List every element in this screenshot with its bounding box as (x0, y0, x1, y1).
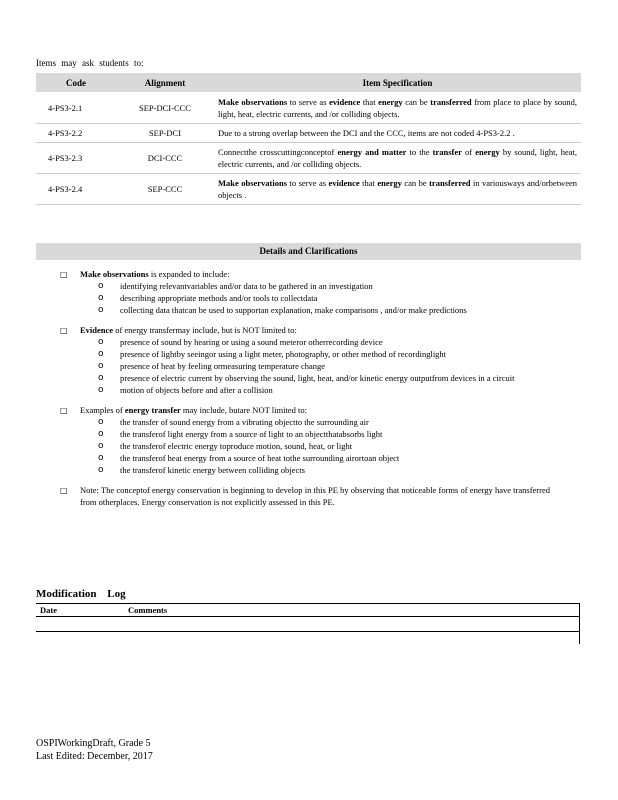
bold-term: Evidence (80, 325, 114, 335)
bold-term: transferred (430, 97, 472, 107)
text-run: the transfer of sound energy from a vibrating objectto the surrounding air (120, 417, 369, 427)
bold-term: Make observations (218, 178, 288, 188)
text-run: can be (401, 178, 430, 188)
text-run: that (360, 97, 379, 107)
modification-log-table (36, 603, 580, 646)
text-run: to the (406, 147, 433, 157)
text-run: to serve as (287, 178, 329, 188)
detail-item (60, 404, 550, 476)
bold-term: transferred (429, 178, 471, 188)
circle-bullet-icon: o (98, 417, 104, 427)
detail-sub-item (98, 440, 550, 452)
table-row (36, 174, 581, 205)
bold-term: energy and matter (337, 147, 407, 157)
circle-bullet-icon: o (98, 441, 104, 451)
table-row (36, 124, 581, 143)
bold-term: energy transfer (124, 405, 181, 415)
text-run: to serve as (287, 97, 330, 107)
text-run: of energy transfermay include, but is NOT limited to: (113, 325, 297, 335)
col-comments: Comments (128, 605, 168, 615)
circle-bullet-icon: o (98, 361, 104, 371)
circle-bullet-icon: o (98, 337, 104, 347)
bold-term: energy (378, 97, 403, 107)
detail-sub-item (98, 452, 550, 464)
header-code: Code (36, 73, 116, 93)
text-run: identifying relevantvariables and/or data to be gathered in an investigation (120, 281, 373, 291)
table-header-row (36, 73, 581, 93)
modification-log-title: Modification Log (36, 588, 126, 600)
item-alignment: DCI-CCC (116, 143, 214, 174)
text-run: the transferof light energy from a source of light to an objectthatabsorbs light (120, 429, 383, 439)
bold-term: evidence (329, 97, 361, 107)
square-bullet-icon: □ (60, 326, 68, 335)
header-alignment: Alignment (116, 73, 214, 93)
text-run: collecting data thatcan be used to supportan explanation, make comparisons , and/or make predictions (120, 305, 467, 315)
text-run: presence of heat by feeling ormeasuring temperature change (120, 361, 326, 371)
detail-sub-item (98, 292, 550, 304)
item-specification (214, 124, 581, 143)
item-code: 4-PS3-2.3 (36, 143, 116, 174)
table-row (36, 93, 581, 124)
item-alignment: SEP-CCC (116, 174, 214, 205)
detail-sub-item (98, 336, 550, 348)
text-run: of (461, 147, 476, 157)
text-run: from place to place by sound, light, heat, electric currents, and /or colliding objects. (218, 97, 577, 119)
item-specification (214, 174, 581, 205)
footer-line-2: Last Edited: December, 2017 (36, 751, 153, 762)
table-row (36, 143, 581, 174)
detail-sub-item (98, 464, 550, 476)
item-spec-table (36, 73, 581, 205)
detail-sub-item (98, 372, 550, 384)
detail-lead (80, 324, 550, 336)
footer (36, 737, 153, 763)
modification-log-row (36, 617, 580, 632)
text-run: presence of sound by hearing or using a sound meteror otherrecording device (120, 337, 383, 347)
detail-lead (80, 484, 550, 508)
bold-term: energy (377, 178, 402, 188)
detail-sub-item (98, 348, 550, 360)
item-code: 4-PS3-2.2 (36, 124, 116, 143)
bold-term: Make observations (80, 269, 149, 279)
detail-sub-item (98, 428, 550, 440)
text-run: is expanded to include: (148, 269, 230, 279)
circle-bullet-icon: o (98, 349, 104, 359)
circle-bullet-icon: o (98, 281, 104, 291)
bold-term: energy (475, 147, 500, 157)
text-run: presence of lightby seeingor using a light meter, photography, or other method of recordinglight (120, 349, 447, 359)
bold-term: Make observations (218, 97, 288, 107)
details-title: Details and Clarifications (36, 243, 581, 260)
text-run: Examples of (80, 405, 125, 415)
square-bullet-icon: □ (60, 406, 68, 415)
text-run: presence of electric current by observing the sound, light, heat, and/or kinetic energy outputfrom devices in a circuit (120, 373, 515, 383)
col-date: Date (40, 605, 57, 615)
circle-bullet-icon: o (98, 453, 104, 463)
square-bullet-icon: □ (60, 270, 68, 279)
item-code: 4-PS3-2.1 (36, 93, 116, 124)
bold-term: transfer (432, 147, 462, 157)
detail-sub-item (98, 304, 550, 316)
intro-text: Items may ask students to: (36, 58, 144, 68)
text-run: the transferof electric energy toproduce motion, sound, heat, or light (120, 441, 353, 451)
detail-sub-item (98, 280, 550, 292)
text-run: Due to a strong overlap between the DCI and the CCC, items are not coded 4-PS3-2.2 . (218, 128, 515, 138)
modification-log-header (36, 603, 580, 617)
footer-line-1: OSPIWorkingDraft, Grade 5 (36, 738, 151, 749)
detail-sub-item (98, 360, 550, 372)
text-run: motion of objects before and after a collision (120, 385, 273, 395)
bold-term: evidence (328, 178, 360, 188)
text-run: in variousways and/orbetween objects . (218, 178, 577, 200)
text-run: that (359, 178, 378, 188)
circle-bullet-icon: o (98, 429, 104, 439)
detail-item (60, 268, 550, 316)
detail-item (60, 484, 550, 508)
header-spec: Item Specification (214, 73, 581, 93)
table-border (579, 603, 580, 644)
details-list (60, 268, 550, 516)
text-run: Connectthe crosscuttingconceptof (218, 147, 338, 157)
detail-sub-item (98, 384, 550, 396)
circle-bullet-icon: o (98, 465, 104, 475)
circle-bullet-icon: o (98, 293, 104, 303)
item-specification (214, 93, 581, 124)
text-run: by sound, light, heat, electric currents, and /or colliding objects. (218, 147, 577, 169)
item-alignment: SEP-DCI-CCC (116, 93, 214, 124)
text-run: describing appropriate methods and/or tools to collectdata (120, 293, 318, 303)
circle-bullet-icon: o (98, 385, 104, 395)
circle-bullet-icon: o (98, 305, 104, 315)
detail-item (60, 324, 550, 396)
circle-bullet-icon: o (98, 373, 104, 383)
text-run: the transferof heat energy from a source of heat tothe surrounding airortoan object (120, 453, 400, 463)
modification-log-row (36, 632, 580, 646)
detail-lead (80, 268, 550, 280)
text-run: Note: The conceptof energy conservation is beginning to develop in this PE by observing that noticeable forms of energy have transferred from otherplaces. Energy conservation is not explicitly assessed in this PE. (80, 485, 550, 507)
text-run: may include, butare NOT limited to: (180, 405, 307, 415)
item-code: 4-PS3-2.4 (36, 174, 116, 205)
detail-sub-item (98, 416, 550, 428)
item-specification (214, 143, 581, 174)
text-run: the transferof kinetic energy between colliding objects (120, 465, 305, 475)
square-bullet-icon: □ (60, 486, 68, 495)
text-run: can be (402, 97, 431, 107)
detail-lead (80, 404, 550, 416)
item-alignment: SEP-DCI (116, 124, 214, 143)
